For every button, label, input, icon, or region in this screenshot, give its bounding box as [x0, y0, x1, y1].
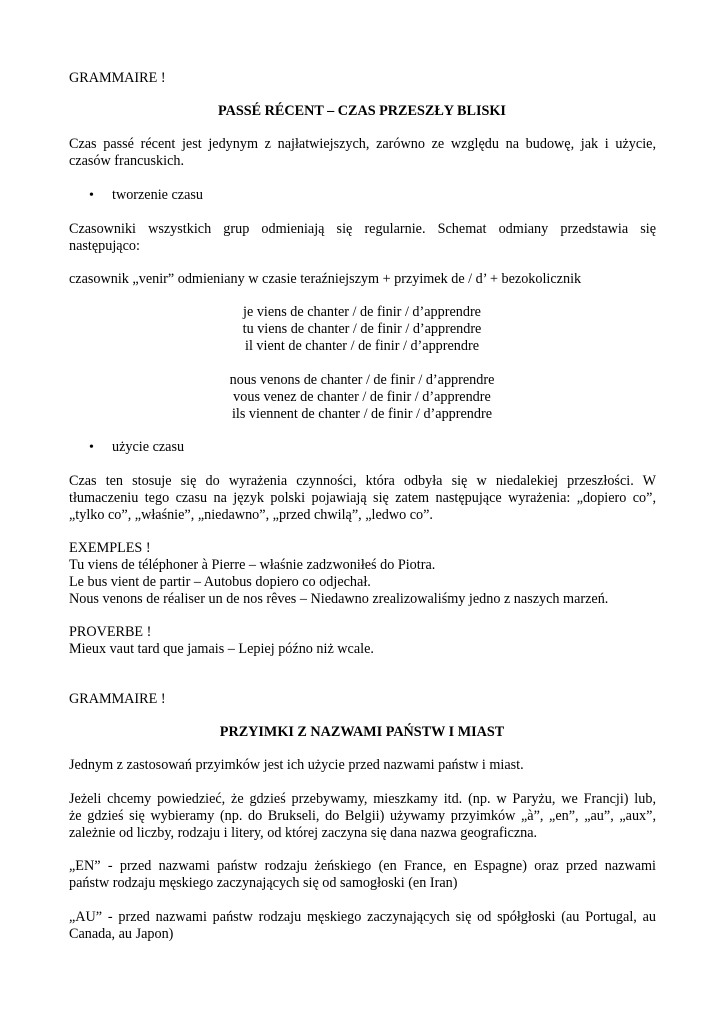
section-1-header: GRAMMAIRE ! — [69, 70, 166, 86]
bullet-icon: • — [89, 440, 94, 455]
conjugation-line: je viens de chanter / de finir / d’apprendre — [243, 304, 481, 320]
paragraph-4-line-2: Canada, au Japon) — [69, 926, 174, 942]
paragraph-2-line-1: Jeżeli chcemy powiedzieć, że gdzieś przebywamy, mieszkamy itd. (np. w Paryżu, we Francji) lub, — [69, 791, 656, 807]
usage-line-3: „tylko co”, „właśnie”, „niedawno”, „przed chwilą”, „ledwo co”. — [69, 507, 433, 523]
paragraph-3-line-2: państw rodzaju męskiego zaczynających się od samogłoski (en Iran) — [69, 875, 458, 891]
example-line: Nous venons de réaliser un de nos rêves – Niedawno zrealizowaliśmy jedno z naszych marzeń. — [69, 591, 609, 607]
paragraph-4-line-1: „AU” - przed nazwami państw rodzaju męskiego zaczynających się od spółgłoski (au Portugal, au — [69, 909, 656, 925]
section-2-title: PRZYIMKI Z NAZWAMI PAŃSTW I MIAST — [219, 724, 505, 740]
paragraph-2-line-2: że gdzieś się wybieramy (np. do Brukseli, do Belgii) używamy przyimków „à”, „en”, „au”, „aux”, — [69, 808, 656, 824]
section-2-header: GRAMMAIRE ! — [69, 691, 166, 707]
conjugation-formula: czasownik „venir” odmieniany w czasie teraźniejszym + przyimek de / d’ + bezokolicznik — [69, 271, 582, 287]
usage-line-1: Czas ten stosuje się do wyrażenia czynności, która odbyła się w niedalekiej przeszłości. W — [69, 473, 656, 489]
conjugation-line: nous venons de chanter / de finir / d’apprendre — [229, 372, 495, 388]
conjugation-line: il vient de chanter / de finir / d’apprendre — [245, 338, 479, 354]
paragraph-3-line-1: „EN” - przed nazwami państw rodzaju żeńskiego (en France, en Espagne) oraz przed nazwami — [69, 858, 656, 874]
intro-line-1: Czas passé récent jest jedynym z najłatwiejszych, zarówno ze względu na budowę, jak i użycie, — [69, 136, 656, 152]
proverbe-text: Mieux vaut tard que jamais – Lepiej późno niż wcale. — [69, 641, 374, 657]
section-1-title: PASSÉ RÉCENT – CZAS PRZESZŁY BLISKI — [218, 103, 506, 119]
example-line: Tu viens de téléphoner à Pierre – właśnie zadzwoniłeś do Piotra. — [69, 557, 436, 573]
bullet-item-2: użycie czasu — [112, 439, 185, 455]
scheme-line-2: następująco: — [69, 238, 140, 254]
scheme-line-1: Czasowniki wszystkich grup odmieniają się regularnie. Schemat odmiany przedstawia się — [69, 221, 656, 237]
bullet-item-1: tworzenie czasu — [112, 187, 203, 203]
conjugation-line: vous venez de chanter / de finir / d’apprendre — [233, 389, 491, 405]
intro-line-2: czasów francuskich. — [69, 153, 185, 169]
paragraph-2-line-3: zależnie od liczby, rodzaju i litery, od której zaczyna się dana nazwa geograficzna. — [69, 825, 538, 841]
usage-line-2: tłumaczeniu tego czasu na język polski pojawiają się zatem następujące wyrażenia: „dopiero co”, — [69, 490, 656, 506]
example-line: Le bus vient de partir – Autobus dopiero co odjechał. — [69, 574, 371, 590]
conjugation-line: tu viens de chanter / de finir / d’apprendre — [242, 321, 482, 337]
proverbe-header: PROVERBE ! — [69, 624, 152, 640]
bullet-icon: • — [89, 188, 94, 203]
paragraph-1: Jednym z zastosowań przyimków jest ich użycie przed nazwami państw i miast. — [69, 757, 524, 773]
examples-header: EXEMPLES ! — [69, 540, 151, 556]
conjugation-line: ils viennent de chanter / de finir / d’apprendre — [231, 406, 492, 422]
